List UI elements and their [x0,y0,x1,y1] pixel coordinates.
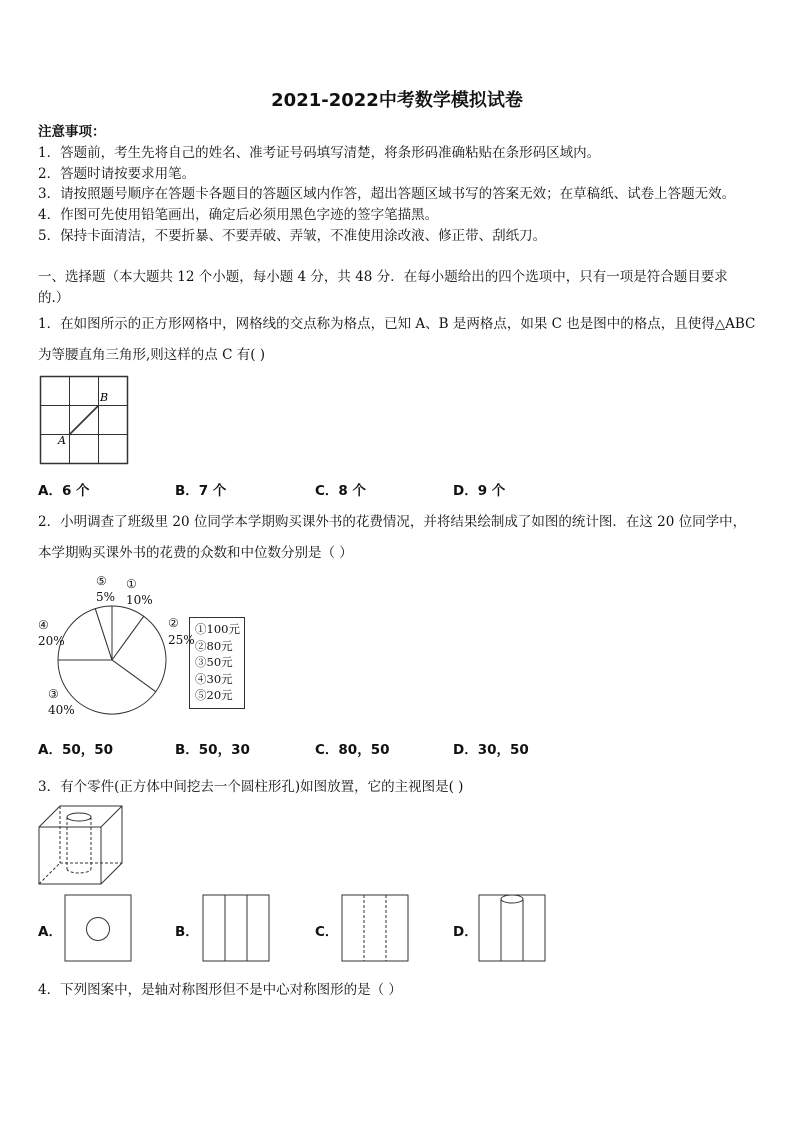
question-4-text: 4．下列图案中，是轴对称图形但不是中心对称图形的是（ ） [38,982,402,998]
slice-value-2: 25% [168,633,195,647]
option-b[interactable]: B．7 个 [175,483,227,499]
slice-value-4: 20% [38,634,65,648]
option-d[interactable]: D．9 个 [453,483,506,499]
slice-value-3: 40% [48,703,75,717]
legend-item: ④30元 [195,671,233,686]
option-b[interactable]: B． [175,924,199,940]
point-a-label: A [58,434,66,447]
legend-item: ⑤20元 [195,688,233,702]
notice-heading: 注意事项： [38,124,106,140]
option-a[interactable]: A．6 个 [38,483,90,499]
slice-value-5: 5% [96,590,116,604]
slice-value-1: 10% [126,593,153,607]
legend-item: ②80元 [195,638,233,653]
pie-legend [189,617,245,709]
legend-item: ③50元 [195,655,233,669]
notice-item: 4．作图可先使用铅笔画出，确定后必须用黑色字迹的签字笔描黑。 [38,207,439,223]
option-c[interactable]: C． [315,924,339,940]
option-a[interactable]: A． [38,924,62,940]
question-2-text: 2．小明调查了班级里 20 位同学本学期购买课外书的花费情况，并将结果绘制成了如图的统计图．在这 20 位同学中， [38,514,747,530]
slice-label-3: ③ [48,687,59,701]
slice-label-1: ① [126,577,137,591]
page-title: 2021-2022中考数学模拟试卷 [271,90,523,111]
cube-with-hole-figure [36,803,126,887]
legend-item: ①100元 [195,622,240,636]
slice-label-4: ④ [38,618,49,632]
question-1-text-cont: 为等腰直角三角形,则这样的点 C 有( ) [38,347,266,363]
option-b[interactable]: B．50，30 [175,742,250,758]
point-b-label: B [100,391,109,404]
question-1-text: 1．在如图所示的正方形网格中，网格线的交点称为格点，已知 A、B 是两格点，如果 C 也是图中的格点，且使得△ABC [38,316,756,332]
option-c-figure[interactable] [341,894,409,962]
notice-item: 3．请按照题号顺序在答题卡各题目的答题区域内作答，超出答题区域书写的答案无效；在草稿纸、试卷上答题无效。 [38,186,736,202]
grid-figure [38,374,130,466]
slice-label-5: ⑤ [96,574,107,588]
option-c[interactable]: C．80，50 [315,742,390,758]
notice-item: 1．答题前，考生先将自己的姓名、准考证号码填写清楚，将条形码准确粘贴在条形码区域内。 [38,145,601,161]
notice-item: 2．答题时请按要求用笔。 [38,166,196,182]
option-a[interactable]: A．50，50 [38,742,114,758]
notice-item: 5．保持卡面清洁，不要折暴、不要弄破、弄皱，不准使用涂改液、修正带、刮纸刀。 [38,228,547,244]
slice-label-2: ② [168,616,179,630]
question-3-text: 3．有个零件(正方体中间挖去一个圆柱形孔)如图放置，它的主视图是( ) [38,779,464,795]
option-c[interactable]: C．8 个 [315,483,367,499]
question-2-text-cont: 本学期购买课外书的花费的众数和中位数分别是（ ） [38,545,353,561]
section-heading-cont: 的.） [38,290,70,306]
option-d[interactable]: D．30，50 [453,742,529,758]
option-d[interactable]: D． [453,924,478,940]
option-d-figure[interactable] [478,890,548,962]
option-b-figure[interactable] [202,894,270,962]
option-a-figure[interactable] [64,894,132,962]
section-heading: 一、选择题（本大题共 12 个小题，每小题 4 分，共 48 分．在每小题给出的四个选项中，只有一项是符合题目要求 [38,269,728,285]
